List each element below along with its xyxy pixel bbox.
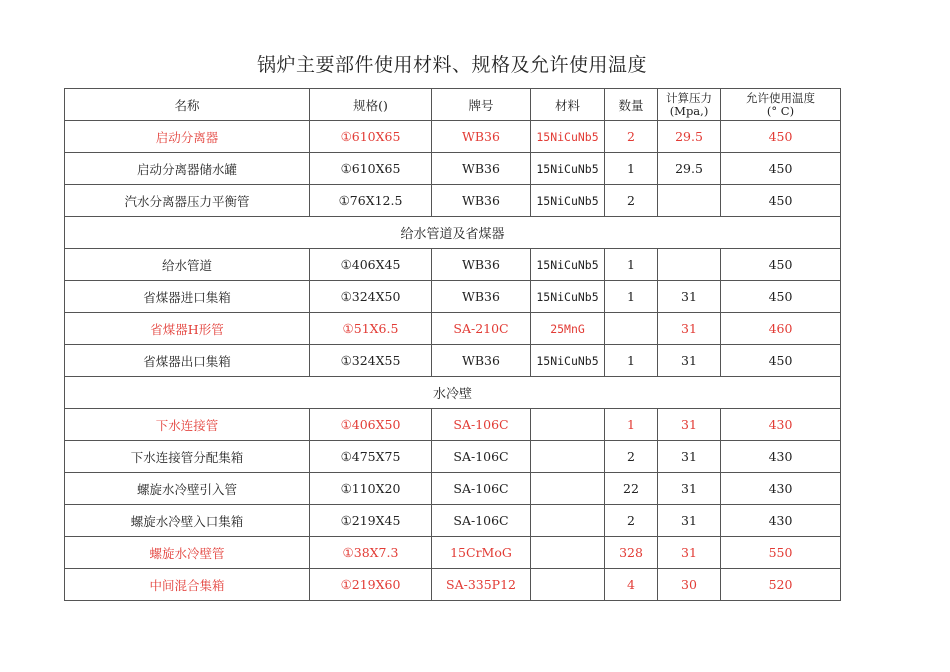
- cell-grade: SA-335P12: [432, 569, 531, 601]
- header-temperature-line2: (° C): [766, 103, 795, 118]
- cell-quantity: 1: [605, 153, 658, 185]
- table-row: [65, 441, 841, 473]
- cell-grade: SA-210C: [432, 313, 531, 345]
- cell-grade: WB36: [432, 153, 531, 185]
- cell-temperature: 430: [721, 473, 841, 505]
- header-temperature: [721, 89, 841, 121]
- table-row: [65, 409, 841, 441]
- cell-quantity: 2: [605, 505, 658, 537]
- cell-temperature: 460: [721, 313, 841, 345]
- header-temperature-line1: 允许使用温度: [746, 90, 815, 105]
- header-grade: 牌号: [432, 89, 531, 121]
- cell-quantity: 1: [605, 345, 658, 377]
- cell-material: [531, 473, 605, 505]
- cell-quantity: 2: [605, 121, 658, 153]
- cell-temperature: 430: [721, 505, 841, 537]
- cell-grade: SA-106C: [432, 505, 531, 537]
- cell-quantity: 22: [605, 473, 658, 505]
- cell-spec: ①110X20: [310, 473, 432, 505]
- cell-grade: SA-106C: [432, 441, 531, 473]
- cell-spec: ①219X45: [310, 505, 432, 537]
- cell-quantity: [605, 313, 658, 345]
- cell-material: 15NiCuNb5: [531, 281, 605, 313]
- header-name: 名称: [65, 89, 310, 121]
- table-row: [65, 473, 841, 505]
- header-quantity: 数量: [605, 89, 658, 121]
- cell-spec: ①324X55: [310, 345, 432, 377]
- cell-temperature: 520: [721, 569, 841, 601]
- cell-temperature: 450: [721, 153, 841, 185]
- cell-material: [531, 505, 605, 537]
- cell-pressure: 31: [658, 281, 721, 313]
- cell-pressure: 29.5: [658, 121, 721, 153]
- section-label: 给水管道及省煤器: [65, 217, 841, 249]
- cell-material: 15NiCuNb5: [531, 249, 605, 281]
- cell-name: 螺旋水冷壁管: [65, 537, 310, 569]
- cell-pressure: 31: [658, 537, 721, 569]
- header-pressure-line2: (Mpa,): [669, 103, 709, 118]
- header-spec: 规格(): [310, 89, 432, 121]
- materials-table: [64, 88, 841, 601]
- table-row: [65, 569, 841, 601]
- header-material: 材料: [531, 89, 605, 121]
- cell-grade: SA-106C: [432, 473, 531, 505]
- cell-name: 螺旋水冷壁引入管: [65, 473, 310, 505]
- header-pressure: [658, 89, 721, 121]
- section-row: [65, 377, 841, 409]
- cell-material: [531, 409, 605, 441]
- cell-name: 启动分离器储水罐: [65, 153, 310, 185]
- cell-temperature: 450: [721, 345, 841, 377]
- cell-temperature: 450: [721, 281, 841, 313]
- cell-pressure: 30: [658, 569, 721, 601]
- cell-material: 15NiCuNb5: [531, 345, 605, 377]
- table-row: [65, 281, 841, 313]
- cell-name: 给水管道: [65, 249, 310, 281]
- section-row: [65, 217, 841, 249]
- cell-grade: WB36: [432, 345, 531, 377]
- section-label: 水冷壁: [65, 377, 841, 409]
- cell-quantity: 1: [605, 409, 658, 441]
- cell-temperature: 550: [721, 537, 841, 569]
- cell-temperature: 430: [721, 441, 841, 473]
- cell-pressure: 29.5: [658, 153, 721, 185]
- table-row: [65, 345, 841, 377]
- cell-pressure: 31: [658, 505, 721, 537]
- table-row: [65, 249, 841, 281]
- table-row: [65, 537, 841, 569]
- cell-pressure: 31: [658, 345, 721, 377]
- cell-material: [531, 569, 605, 601]
- cell-grade: SA-106C: [432, 409, 531, 441]
- cell-name: 省煤器出口集箱: [65, 345, 310, 377]
- cell-material: [531, 441, 605, 473]
- cell-temperature: 450: [721, 249, 841, 281]
- cell-spec: ①610X65: [310, 121, 432, 153]
- cell-quantity: 328: [605, 537, 658, 569]
- cell-name: 下水连接管分配集箱: [65, 441, 310, 473]
- cell-temperature: 450: [721, 185, 841, 217]
- cell-spec: ①406X45: [310, 249, 432, 281]
- header-pressure-line1: 计算压力: [666, 90, 712, 105]
- table-row: [65, 121, 841, 153]
- cell-quantity: 1: [605, 249, 658, 281]
- document-title: 锅炉主要部件使用材料、规格及允许使用温度: [256, 54, 647, 76]
- cell-spec: ①38X7.3: [310, 537, 432, 569]
- cell-spec: ①219X60: [310, 569, 432, 601]
- cell-temperature: 430: [721, 409, 841, 441]
- cell-pressure: 31: [658, 409, 721, 441]
- table-row: [65, 153, 841, 185]
- cell-pressure: 31: [658, 313, 721, 345]
- cell-pressure: 31: [658, 473, 721, 505]
- cell-grade: WB36: [432, 281, 531, 313]
- cell-material: [531, 537, 605, 569]
- cell-name: 螺旋水冷壁入口集箱: [65, 505, 310, 537]
- cell-material: 15NiCuNb5: [531, 153, 605, 185]
- cell-spec: ①76X12.5: [310, 185, 432, 217]
- cell-spec: ①324X50: [310, 281, 432, 313]
- cell-name: 汽水分离器压力平衡管: [65, 185, 310, 217]
- cell-temperature: 450: [721, 121, 841, 153]
- cell-grade: 15CrMoG: [432, 537, 531, 569]
- cell-grade: WB36: [432, 249, 531, 281]
- cell-quantity: 4: [605, 569, 658, 601]
- cell-pressure: [658, 185, 721, 217]
- table-header-row: [65, 89, 841, 121]
- cell-grade: WB36: [432, 121, 531, 153]
- cell-pressure: 31: [658, 441, 721, 473]
- cell-name: 启动分离器: [65, 121, 310, 153]
- cell-grade: WB36: [432, 185, 531, 217]
- cell-material: 15NiCuNb5: [531, 121, 605, 153]
- cell-name: 省煤器进口集箱: [65, 281, 310, 313]
- cell-quantity: 2: [605, 441, 658, 473]
- table-row: [65, 505, 841, 537]
- cell-name: 中间混合集箱: [65, 569, 310, 601]
- cell-spec: ①51X6.5: [310, 313, 432, 345]
- cell-spec: ①475X75: [310, 441, 432, 473]
- cell-name: 下水连接管: [65, 409, 310, 441]
- cell-pressure: [658, 249, 721, 281]
- cell-material: 25MnG: [531, 313, 605, 345]
- cell-quantity: 1: [605, 281, 658, 313]
- cell-material: 15NiCuNb5: [531, 185, 605, 217]
- table-row: [65, 185, 841, 217]
- cell-quantity: 2: [605, 185, 658, 217]
- cell-spec: ①406X50: [310, 409, 432, 441]
- table-row: [65, 313, 841, 345]
- cell-name: 省煤器H形管: [65, 313, 310, 345]
- cell-spec: ①610X65: [310, 153, 432, 185]
